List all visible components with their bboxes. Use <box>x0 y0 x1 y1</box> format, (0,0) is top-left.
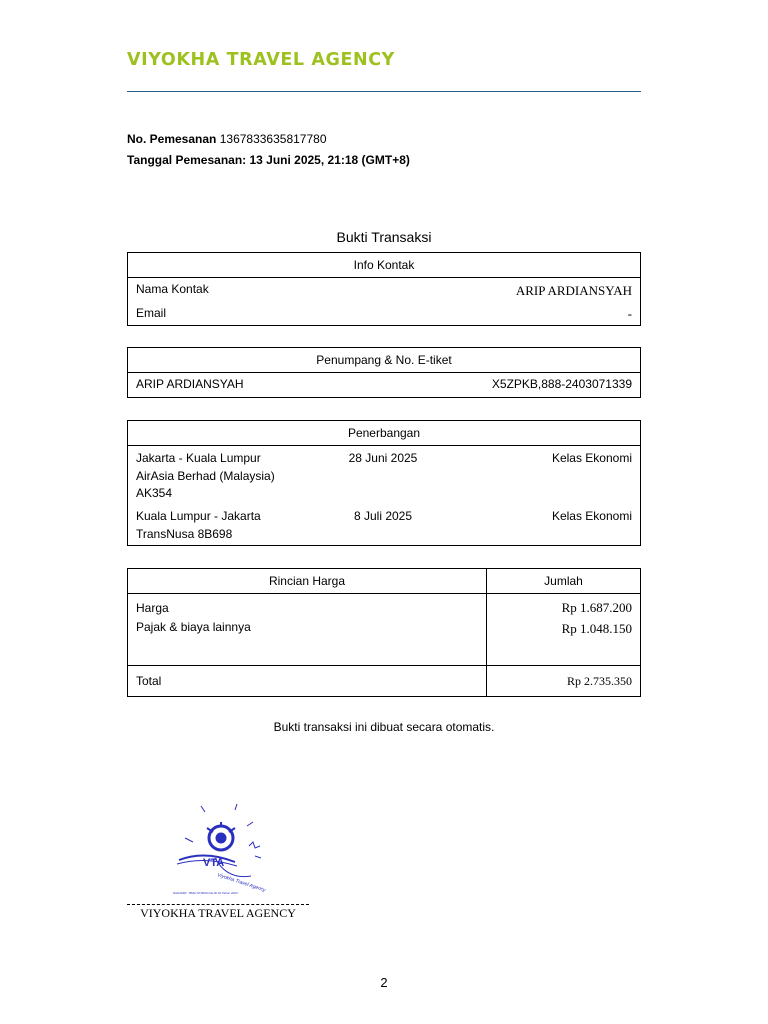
contact-email-row <box>128 302 640 326</box>
flight-date: 8 Juli 2025 <box>353 509 413 523</box>
passenger-box <box>127 347 641 398</box>
flight-class: Kelas Ekonomi <box>551 509 632 523</box>
price-labels-cell <box>128 594 487 666</box>
contact-email-label: Email <box>136 306 167 320</box>
price-item-label: Pajak & biaya lainnya <box>136 620 251 634</box>
footnote: Bukti transaksi ini dibuat secara otomatis. <box>273 720 495 734</box>
flight-date: 28 Juni 2025 <box>348 451 418 465</box>
flights-box <box>127 420 641 546</box>
booking-date: Tanggal Pemesanan: 13 Juni 2025, 21:18 (GMT+8) <box>127 153 410 167</box>
price-amounts-cell <box>487 594 641 666</box>
stamp-initials: VTA <box>203 857 225 869</box>
agency-brand: VIYOKHA TRAVEL AGENCY <box>127 50 395 70</box>
passenger-ticket: X5ZPKB,888-2403071339 <box>491 377 632 391</box>
contact-info-header: Info Kontak <box>128 253 640 278</box>
price-table <box>127 568 641 697</box>
price-item-amount: Rp 1.048.150 <box>561 621 632 636</box>
signature-line <box>127 904 309 905</box>
price-total-row <box>128 666 641 697</box>
contact-email-value: - <box>627 306 632 321</box>
price-total-amount: Rp 2.735.350 <box>487 666 641 697</box>
document-title: Bukti Transaksi <box>336 229 432 245</box>
price-item-label: Harga <box>136 601 169 615</box>
booking-number-label: No. Pemesanan <box>127 132 217 146</box>
passenger-name: ARIP ARDIANSYAH <box>136 377 244 391</box>
price-header-detail: Rincian Harga <box>128 569 487 594</box>
flight-item <box>128 446 640 504</box>
price-item-amount: Rp 1.687.200 <box>561 600 632 615</box>
contact-name-row <box>128 278 640 302</box>
price-items-row <box>128 594 641 666</box>
price-header-amount: Jumlah <box>487 569 641 594</box>
contact-name-value: ARIP ARDIANSYAH <box>515 283 632 298</box>
passenger-row <box>128 373 640 397</box>
header-rule <box>127 91 641 92</box>
price-header-row <box>128 569 641 594</box>
booking-number <box>127 132 327 146</box>
stamp-small-text: NAHADIR · BMG-ST0000-GH-ID 01 Tahun 2023 <box>173 891 238 895</box>
page-number: 2 <box>380 975 388 990</box>
flights-header: Penerbangan <box>128 421 640 446</box>
flight-item <box>128 504 640 544</box>
flight-airline: AirAsia Berhad (Malaysia) <box>136 469 275 483</box>
booking-number-value: 1367833635817780 <box>219 132 327 146</box>
contact-info-box <box>127 252 641 326</box>
signature-name: VIYOKHA TRAVEL AGENCY <box>140 906 296 920</box>
flight-airline: TransNusa 8B698 <box>136 527 233 541</box>
agency-stamp-logo <box>165 798 275 898</box>
flight-class: Kelas Ekonomi <box>551 451 632 465</box>
stamp-arc-text: Viyokha Travel Agency <box>216 872 267 894</box>
price-total-label: Total <box>128 666 487 697</box>
flight-route: Kuala Lumpur - Jakarta <box>136 509 261 523</box>
contact-name-label: Nama Kontak <box>136 282 209 296</box>
flight-code: AK354 <box>136 486 173 500</box>
passenger-header: Penumpang & No. E-tiket <box>128 348 640 373</box>
flight-route: Jakarta - Kuala Lumpur <box>136 451 261 465</box>
